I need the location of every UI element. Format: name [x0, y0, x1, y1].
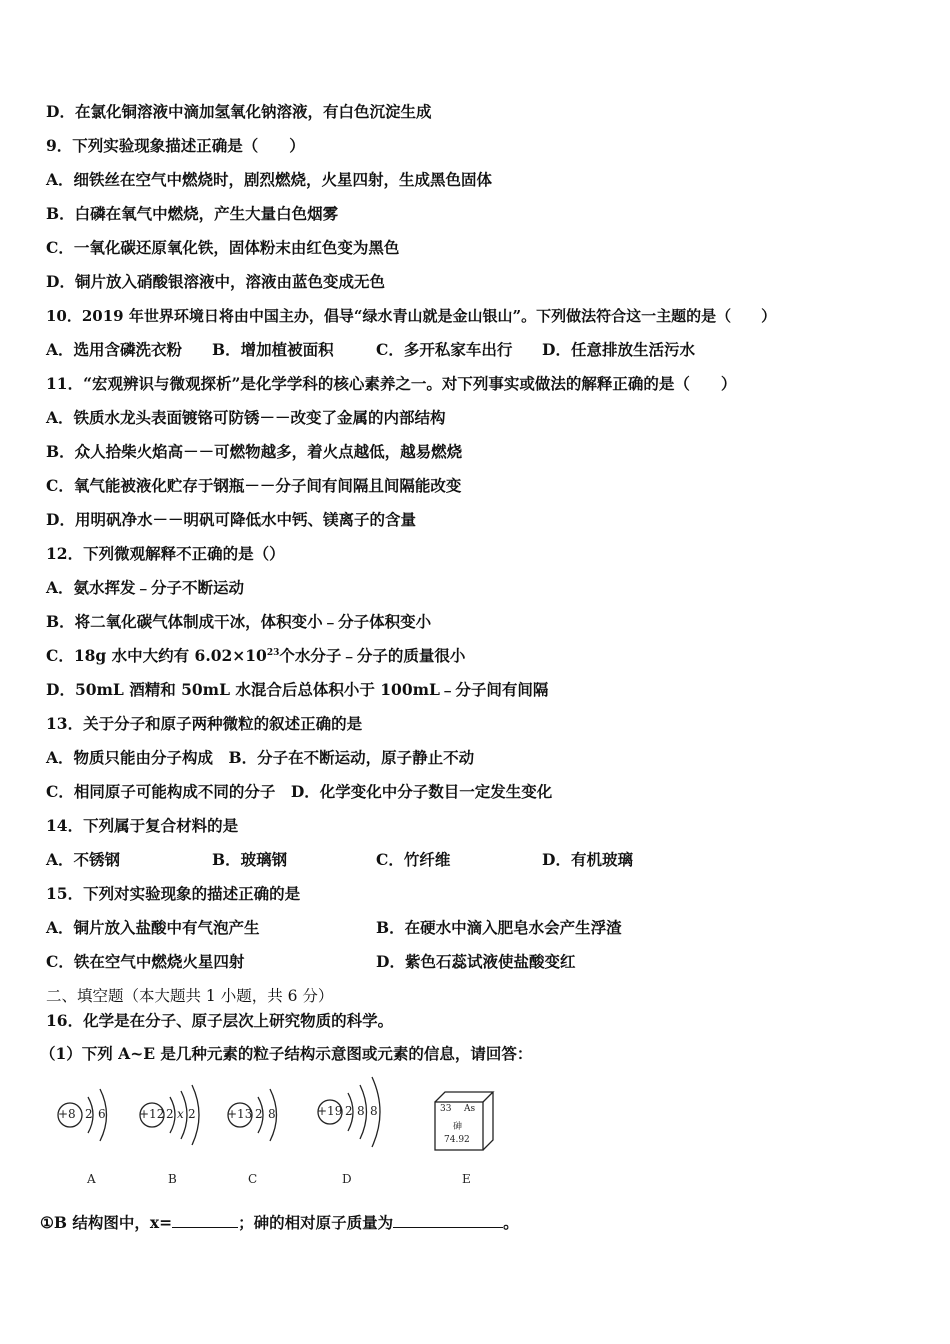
- q16-stem: 16．化学是在分子、原子层次上研究物质的科学。: [46, 1011, 394, 1030]
- q9-option-d: D．铜片放入硝酸银溶液中，溶液由蓝色变成无色: [46, 272, 385, 291]
- q12-stem: 12．下列微观解释不正确的是（）: [46, 544, 285, 563]
- q12-option-c-exponent: 23: [266, 647, 280, 658]
- q9-option-a: A．细铁丝在空气中燃烧时，剧烈燃烧，火星四射，生成黑色固体: [46, 170, 493, 189]
- element-card-number: 33: [440, 1104, 452, 1114]
- atom-c-label: C: [248, 1172, 258, 1186]
- atom-b-label: B: [168, 1172, 177, 1186]
- q14-option-a: A．不锈钢: [46, 850, 121, 869]
- q12-option-a: A．氨水挥发﹣分子不断运动: [46, 578, 245, 597]
- q13-stem: 13．关于分子和原子两种微粒的叙述正确的是: [46, 714, 363, 733]
- atom-c-nucleus: +13: [227, 1107, 253, 1121]
- q11-option-b: B．众人拾柴火焰高－－可燃物越多，着火点越低，越易燃烧: [46, 442, 463, 461]
- atom-a-nucleus: +8: [58, 1107, 76, 1121]
- q16-q1-text-b: ；砷的相对原子质量为: [238, 1213, 394, 1232]
- atom-a-label: A: [87, 1172, 96, 1186]
- q13-options-cd: C．相同原子可能构成不同的分子 D．化学变化中分子数目一定发生变化: [46, 782, 553, 801]
- atom-d-shell-2-count: 8: [357, 1104, 365, 1118]
- atom-c-shell-1-count: 2: [255, 1107, 263, 1121]
- q16-part1: （1）下列 A~E 是几种元素的粒子结构示意图或元素的信息，请回答：: [40, 1044, 533, 1063]
- element-card-symbol: As: [464, 1104, 476, 1114]
- q11-option-c: C．氧气能被液化贮存于钢瓶－－分子间有间隔且间隔能改变: [46, 476, 462, 495]
- q14-stem: 14．下列属于复合材料的是: [46, 816, 239, 835]
- section-heading: 二、填空题（本大题共 1 小题，共 6 分）: [46, 987, 334, 1005]
- atom-d-shell-1-count: 2: [345, 1104, 353, 1118]
- q15-stem: 15．下列对实验现象的描述正确的是: [46, 884, 301, 903]
- q11-stem: 11．“宏观辨识与微观探析”是化学学科的核心素养之一。对下列事实或做法的解释正确的是（ ）: [46, 374, 737, 393]
- q14-option-c: C．竹纤维: [376, 850, 451, 869]
- q11-option-d: D．用明矾净水－－明矾可降低水中钙、镁离子的含量: [46, 510, 416, 529]
- q9-stem: 9．下列实验现象描述正确是（ ）: [46, 136, 305, 155]
- element-card-name: 砷: [453, 1122, 463, 1132]
- atom-b-shell-2-count: x: [177, 1107, 184, 1121]
- element-card-mass: 74.92: [444, 1135, 470, 1145]
- q16-q1-text-c: 。: [503, 1213, 519, 1232]
- q14-option-d: D．有机玻璃: [542, 850, 633, 869]
- q14-option-b: B．玻璃钢: [212, 850, 288, 869]
- q11-option-a: A．铁质水龙头表面镀铬可防锈－－改变了金属的内部结构: [46, 408, 446, 427]
- q8-option-d: D．在氯化铜溶液中滴加氢氧化钠溶液，有白色沉淀生成: [46, 102, 432, 121]
- atom-d-label: D: [342, 1172, 352, 1186]
- atom-structure-diagrams: [40, 1065, 540, 1200]
- q15-option-c: C．铁在空气中燃烧火星四射: [46, 952, 245, 971]
- q10-option-d: D．任意排放生活污水: [542, 340, 695, 359]
- atom-b-shell-3-count: 2: [188, 1107, 196, 1121]
- q12-option-c-text-end: 个水分子﹣分子的质量很小: [279, 646, 466, 665]
- element-card-label: E: [462, 1172, 471, 1186]
- q12-option-b: B．将二氧化碳气体制成干冰，体积变小﹣分子体积变小: [46, 612, 432, 631]
- q10-stem: 10．2019 年世界环境日将由中国主办，倡导“绿水青山就是金山银山”。下列做法符合这一主题的是（ ）: [46, 307, 777, 325]
- q12-option-c: [46, 645, 910, 667]
- q16-question-1: [40, 1212, 910, 1234]
- atom-d-nucleus: +19: [317, 1104, 343, 1118]
- answer-blank-mass[interactable]: [393, 1213, 503, 1228]
- atom-b-nucleus: +12: [139, 1107, 165, 1121]
- answer-blank-x[interactable]: [172, 1213, 238, 1228]
- q16-q1-text-a: ①B 结构图中，x=: [40, 1213, 173, 1232]
- q10-option-c: C．多开私家车出行: [376, 340, 513, 359]
- atom-a-shell-2-count: 6: [98, 1107, 106, 1121]
- q10-option-a: A．选用含磷洗衣粉: [46, 340, 183, 359]
- atom-c-shell-2-count: 8: [268, 1107, 276, 1121]
- q15-option-a: A．铜片放入盐酸中有气泡产生: [46, 918, 260, 937]
- atom-d-shell-3-count: 8: [370, 1104, 378, 1118]
- q12-option-d: D．50mL 酒精和 50mL 水混合后总体积小于 100mL﹣分子间有间隔: [46, 680, 549, 699]
- q13-options-ab: A．物质只能由分子构成 B．分子在不断运动，原子静止不动: [46, 748, 475, 767]
- atom-b-shell-1-count: 2: [166, 1107, 174, 1121]
- q9-option-b: B．白磷在氧气中燃烧，产生大量白色烟雾: [46, 204, 339, 223]
- atom-a-shell-1-count: 2: [85, 1107, 93, 1121]
- q10-option-b: B．增加植被面积: [212, 340, 334, 359]
- q9-option-c: C．一氧化碳还原氧化铁，固体粉末由红色变为黑色: [46, 238, 400, 257]
- q12-option-c-text: C．18g 水中大约有 6.02×10: [46, 646, 267, 665]
- q15-option-d: D．紫色石蕊试液使盐酸变红: [376, 952, 576, 971]
- q15-option-b: B．在硬水中滴入肥皂水会产生浮渣: [376, 918, 622, 937]
